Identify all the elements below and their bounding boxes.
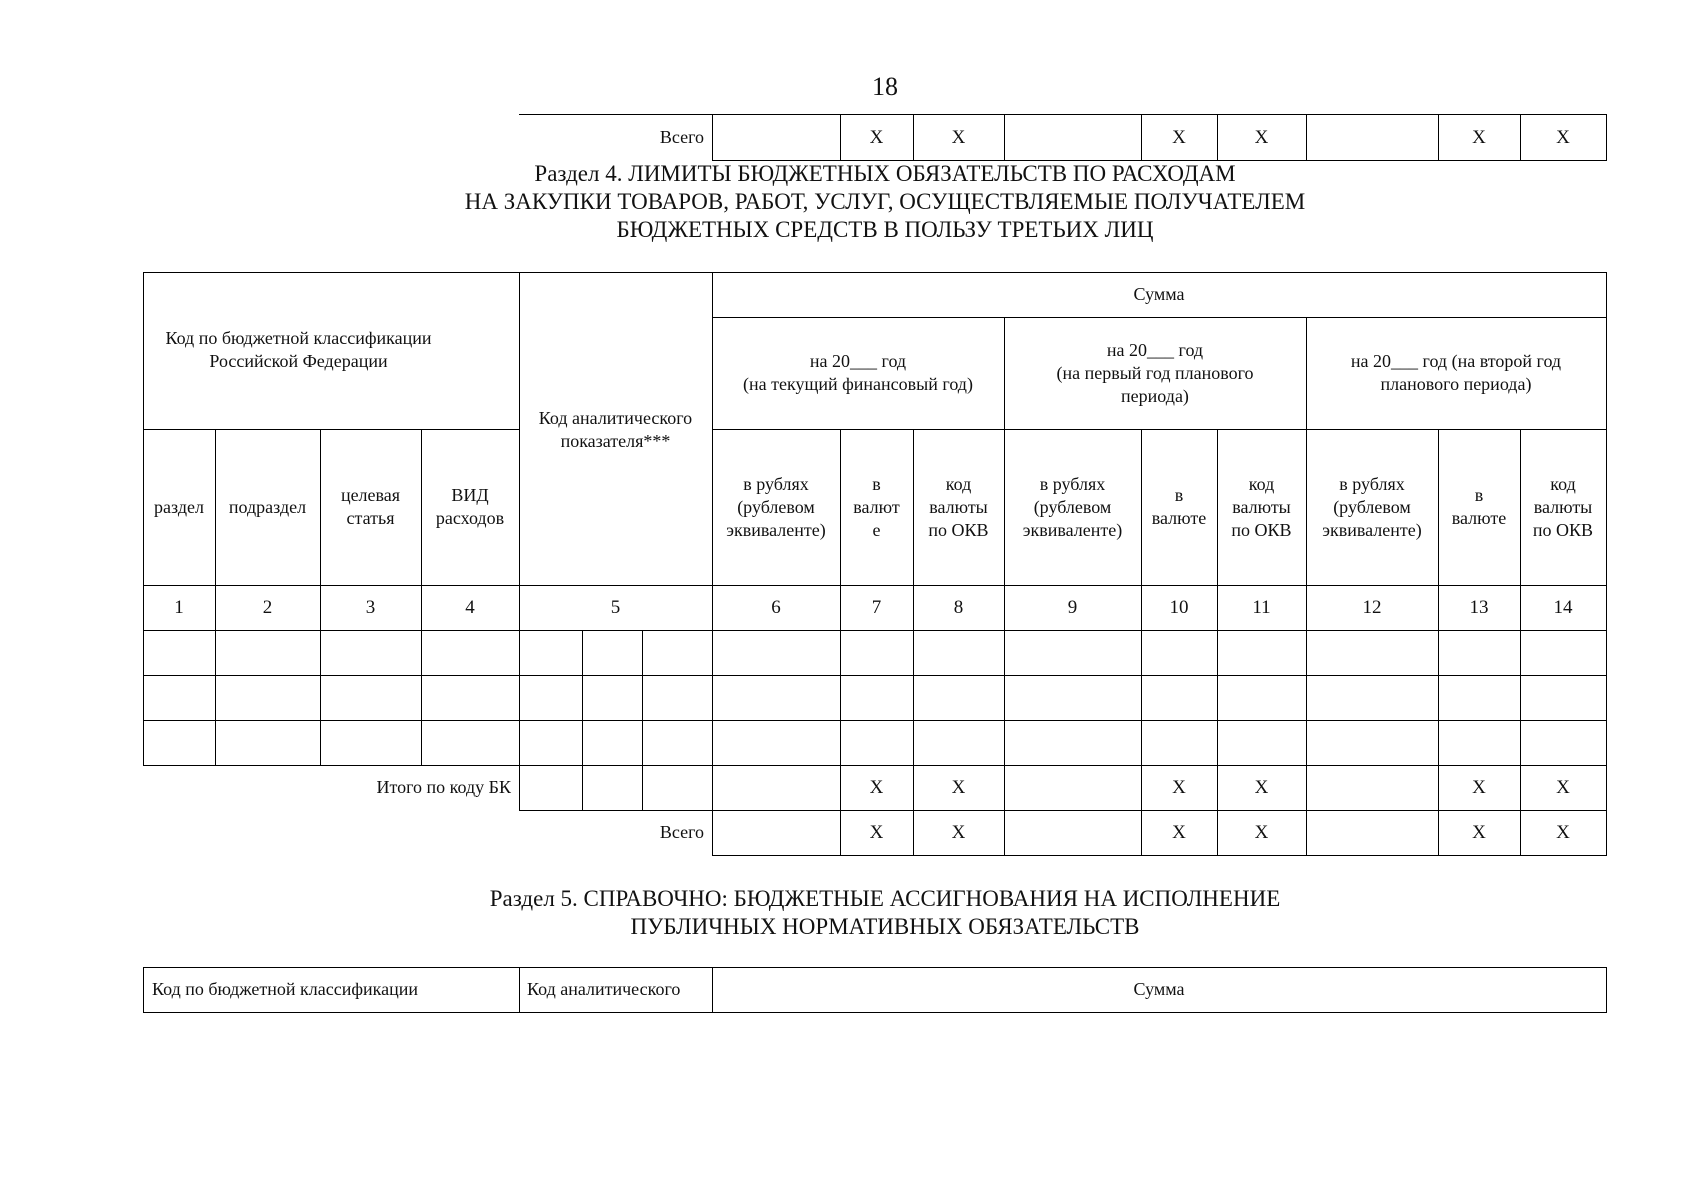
x-mark: X — [1254, 126, 1269, 148]
section4-title-line: НА ЗАКУПКИ ТОВАРОВ, РАБОТ, УСЛУГ, ОСУЩЕСТВЛЯЕМЫЕ ПОЛУЧАТЕЛЕМ — [464, 189, 1306, 214]
table-line — [1606, 114, 1607, 161]
header-subsection: подраздел — [228, 496, 307, 517]
header-section: раздел — [154, 496, 204, 517]
header-currency: в валюте — [1151, 485, 1207, 528]
table-line — [1606, 272, 1607, 856]
column-number: 4 — [465, 597, 475, 618]
column-number: 13 — [1469, 597, 1489, 618]
header-rub: в рублях (рублевом эквиваленте) — [726, 473, 826, 540]
column-number: 3 — [365, 597, 376, 618]
column-number: 6 — [771, 597, 781, 618]
header-rub: в рублях (рублевом эквиваленте) — [1022, 473, 1123, 540]
x-mark: X — [1556, 822, 1570, 843]
header-bk-code: Код по бюджетной классификации Российской Федерации — [165, 328, 432, 371]
column-number: 7 — [871, 597, 882, 618]
x-mark: X — [951, 777, 966, 798]
header-okv: код валюты по ОКВ — [1532, 473, 1594, 540]
x-mark: X — [1172, 777, 1186, 798]
total-label: Всего — [659, 822, 704, 842]
column-number: 1 — [174, 597, 184, 618]
table-line — [642, 630, 643, 811]
section5-title-line: Раздел 5. СПРАВОЧНО: БЮДЖЕТНЫЕ АССИГНОВАНИЯ НА ИСПОЛНЕНИЕ — [489, 886, 1281, 911]
x-mark: X — [1254, 777, 1269, 798]
header-analytic-code: Код аналитического — [527, 979, 681, 999]
header-currency: в валют е — [853, 473, 900, 540]
header-year-current: на 20___ год (на текущий финансовый год) — [743, 351, 973, 394]
page-number: 18 — [872, 72, 898, 101]
column-number: 10 — [1169, 597, 1189, 618]
header-year-second: на 20___ год (на второй год планового периода) — [1350, 351, 1562, 394]
x-mark: X — [951, 822, 966, 843]
section4-title-line: Раздел 4. ЛИМИТЫ БЮДЖЕТНЫХ ОБЯЗАТЕЛЬСТВ ПО РАСХОДАМ — [534, 161, 1236, 186]
table-line — [143, 675, 1607, 676]
header-analytic-code: Код аналитического показателя*** — [538, 408, 693, 451]
table-line — [712, 855, 1607, 856]
column-number: 9 — [1067, 597, 1078, 618]
table-line — [143, 630, 1607, 631]
x-mark: X — [869, 777, 884, 798]
x-mark: X — [1472, 777, 1486, 798]
header-sum: Сумма — [1133, 979, 1185, 999]
table-line — [519, 272, 520, 811]
table-line — [1606, 967, 1607, 1013]
total-label: Всего — [659, 126, 704, 147]
section4-title-line: БЮДЖЕТНЫХ СРЕДСТВ В ПОЛЬЗУ ТРЕТЬИХ ЛИЦ — [616, 217, 1154, 242]
table-line — [143, 1012, 1607, 1013]
header-currency: в валюте — [1451, 485, 1507, 528]
subtotal-label: Итого по коду БК — [376, 777, 511, 797]
table-line — [712, 114, 713, 161]
header-year-first: на 20___ год (на первый год планового периода) — [1056, 339, 1254, 406]
table-line — [143, 720, 1607, 721]
section5-title — [0, 885, 1698, 941]
section5-title-line: ПУБЛИЧНЫХ НОРМАТИВНЫХ ОБЯЗАТЕЛЬСТВ — [630, 914, 1140, 939]
header-sum: Сумма — [1133, 284, 1185, 304]
x-mark: X — [1472, 126, 1486, 148]
column-number: 12 — [1362, 597, 1382, 618]
header-expense-type: ВИД расходов — [435, 485, 505, 528]
header-okv: код валюты по ОКВ — [1231, 473, 1292, 540]
header-rub: в рублях (рублевом эквиваленте) — [1322, 473, 1422, 540]
x-mark: X — [951, 126, 966, 148]
header-bk-code: Код по бюджетной классификации — [152, 979, 419, 999]
column-number: 11 — [1252, 597, 1271, 618]
column-number: 14 — [1553, 597, 1573, 618]
x-mark: X — [869, 822, 884, 843]
x-mark: X — [1254, 822, 1269, 843]
column-number: 2 — [262, 597, 273, 618]
column-number: 5 — [610, 597, 621, 618]
table-line — [1004, 114, 1005, 161]
x-mark: X — [1172, 822, 1186, 843]
x-mark: X — [869, 126, 884, 148]
x-mark: X — [1172, 126, 1186, 148]
x-mark: X — [1556, 777, 1570, 798]
column-number: 8 — [953, 597, 964, 618]
x-mark: X — [1472, 822, 1486, 843]
x-mark: X — [1556, 126, 1570, 148]
header-okv: код валюты по ОКВ — [928, 473, 989, 540]
section4-title — [0, 160, 1698, 244]
table-line — [1306, 114, 1307, 161]
header-target-article: целевая статья — [340, 485, 401, 528]
table-line — [582, 630, 583, 811]
